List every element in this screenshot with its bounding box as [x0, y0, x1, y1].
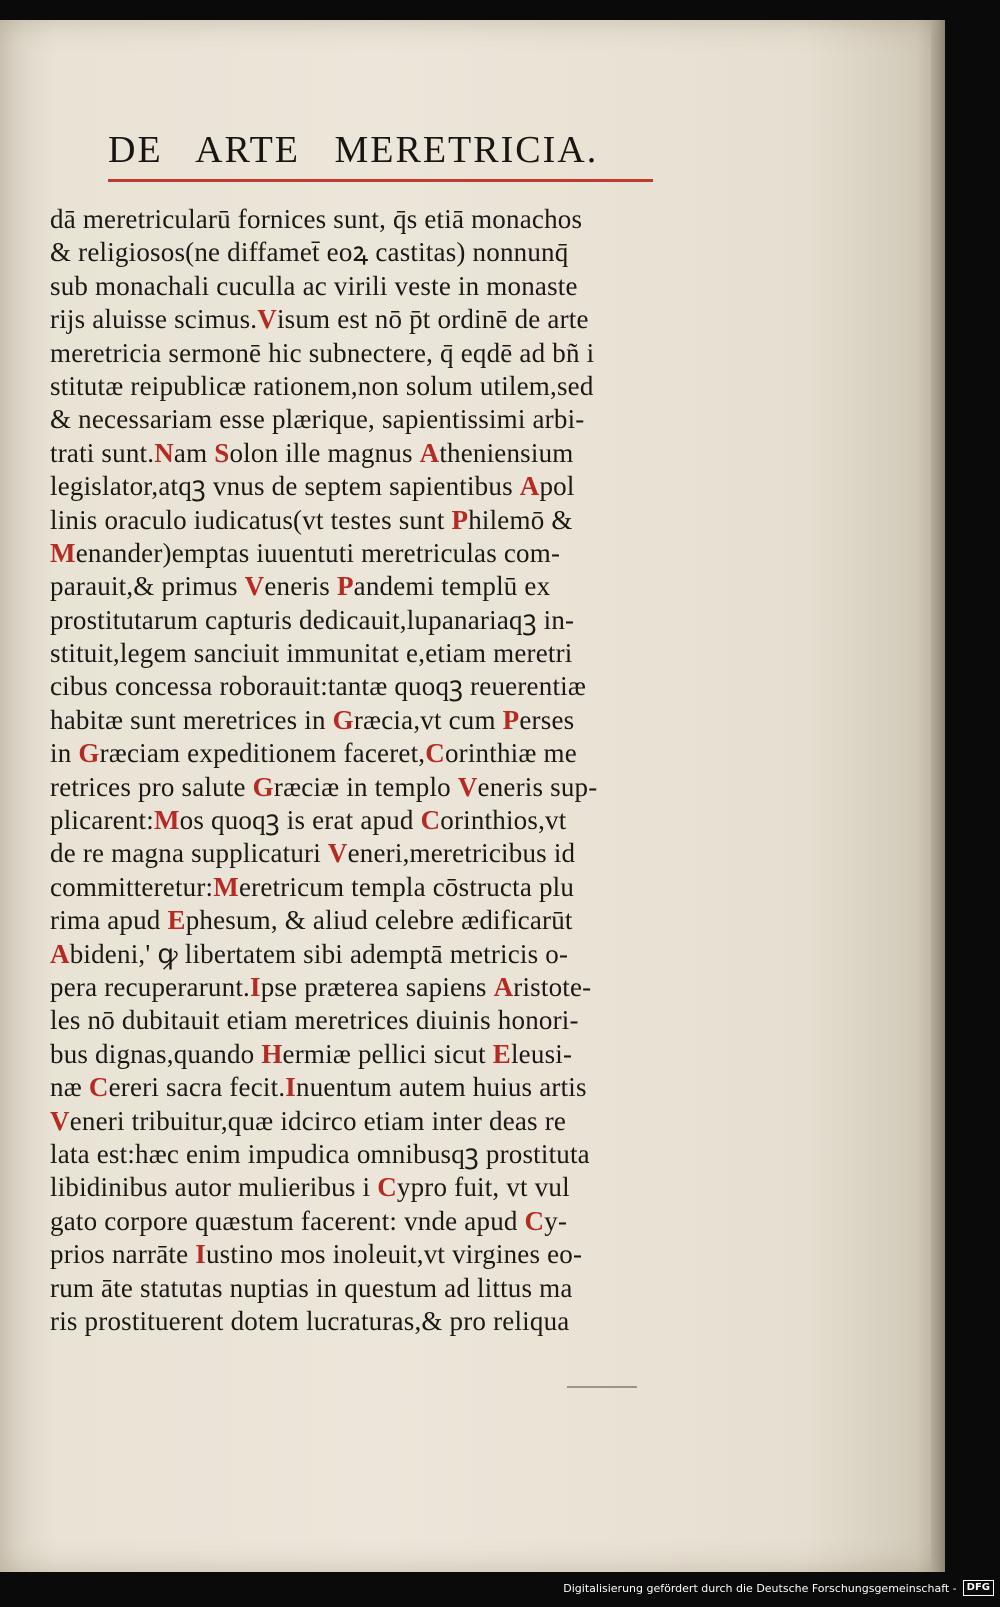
rubricated-initial: C — [524, 1205, 545, 1236]
text-line: linis oraculo iudicatus(vt testes sunt Philemō & — [50, 504, 573, 535]
text-line: meretricia sermonē hic subnectere, q̄ eqdē ad bñ i — [50, 337, 595, 368]
text-line: rima apud Ephesum, & aliud celebre ædificarūt — [50, 905, 573, 936]
rubricated-initial: A — [493, 971, 514, 1002]
text-line: lata est:hæc enim impudica omnibusqꝫ prostituta — [50, 1138, 590, 1169]
rubricated-initial: V — [327, 838, 348, 869]
text-line: bus dignas,quando Hermiæ pellici sicut Eleusi- — [50, 1038, 573, 1069]
header-initial: D — [108, 129, 138, 171]
header-text: E ARTE MERETRICIA. — [137, 129, 599, 171]
rubricated-initial: V — [50, 1105, 70, 1136]
text-line: plicarent:Mos quoqꝫ is erat apud Corinthios,vt — [50, 805, 567, 836]
text-line: & necessariam esse plærique, sapientissimi arbi- — [50, 404, 585, 435]
text-line: habitæ sunt meretrices in Græcia,vt cum Perses — [50, 704, 575, 735]
rubricated-initial: P — [336, 571, 354, 602]
text-line: Veneri tribuitur,quæ idcirco etiam inter deas re — [50, 1105, 567, 1136]
text-line: gato corpore quæstum facerent: vnde apud Cy- — [50, 1205, 568, 1236]
header-red-rule — [108, 179, 653, 182]
rubricated-initial: H — [261, 1038, 283, 1069]
rubricated-initial: I — [249, 971, 261, 1002]
rubricated-initial: A — [419, 437, 440, 468]
text-line: in Græciam expeditionem faceret,Corinthiæ me — [50, 738, 577, 769]
text-line: de re magna supplicaturi Veneri,meretricibus id — [50, 838, 576, 869]
rubricated-initial: G — [252, 771, 274, 802]
rubricated-initial: C — [88, 1072, 109, 1103]
rubricated-initial: V — [244, 571, 265, 602]
rubricated-initial: A — [519, 471, 540, 502]
rubricated-initial: A — [50, 938, 70, 969]
text-line: committeretur:Meretricum templa cōstructa plu — [50, 871, 575, 902]
text-line: pera recuperarunt.Ipse præterea sapiens Aristote- — [50, 971, 592, 1002]
rubricated-initial: G — [78, 738, 100, 769]
page-spine-edge — [931, 20, 945, 1572]
text-line: rum āte statutas nuptias in questum ad littus ma — [50, 1272, 573, 1303]
rubricated-initial: M — [213, 871, 239, 902]
text-line: næ Cereri sacra fecit.Inuentum autem huius artis — [50, 1072, 587, 1103]
text-line: prostitutarum capturis dedicauit,lupanariaqꝫ in- — [50, 604, 575, 635]
rubricated-initial: S — [214, 437, 230, 468]
rubricated-initial: C — [377, 1172, 397, 1203]
digitization-footer — [563, 1579, 994, 1597]
rubricated-initial: C — [420, 805, 441, 836]
text-line: Abideni,' ꝙ libertatem sibi ademptā metricis o- — [50, 938, 569, 969]
text-line: retrices pro salute Græciæ in templo Veneris sup- — [50, 771, 598, 802]
rubricated-initial: M — [50, 537, 76, 568]
text-line: trati sunt.Nam Solon ille magnus Atheniensium — [50, 437, 574, 468]
rubricated-initial: I — [195, 1239, 206, 1270]
rubricated-initial: P — [502, 704, 520, 735]
rubricated-initial: M — [153, 805, 180, 836]
text-line: parauit,& primus Veneris Pandemi templū ex — [50, 571, 551, 602]
rubricated-initial: P — [451, 504, 469, 535]
rubricated-initial: V — [257, 304, 277, 335]
body-text — [50, 203, 740, 1338]
dfg-logo-icon: DFG — [963, 1580, 994, 1596]
text-line: legislator,atqꝫ vnus de septem sapientibus Apol — [50, 471, 575, 502]
rubricated-initial: G — [332, 704, 354, 735]
text-line: libidinibus autor mulieribus i Cypro fuit, vt vul — [50, 1172, 570, 1203]
rubricated-initial: C — [425, 738, 445, 769]
footer-credit: Digitalisierung gefördert durch die Deutsche Forschungsgemeinschaft - — [563, 1581, 957, 1595]
text-line: prios narrāte Iustino mos inoleuit,vt virgines eo- — [50, 1239, 583, 1270]
text-line: dā meretricularū fornices sunt, q̄s etiā monachos — [50, 204, 583, 234]
text-line: & religiosos(ne diffamet̄ eoꝝ castitas) nonnunq̄ — [50, 237, 569, 268]
catchword-mark — [567, 1386, 637, 1388]
text-line: Menander)emptas iuuentuti meretriculas com- — [50, 537, 561, 568]
text-line: les nō dubitauit etiam meretrices diuinis honori- — [50, 1005, 579, 1036]
text-line: ris prostituerent dotem lucraturas,& pro reliqua — [50, 1305, 570, 1336]
text-line: cibus concessa roborauit:tantæ quoqꝫ reuerentiæ — [50, 671, 587, 702]
text-line: stitutæ reipublicæ rationem,non solum utilem,sed — [50, 370, 594, 401]
rubricated-initial: I — [285, 1072, 296, 1103]
text-line: rijs aluisse scimus.Visum est nō p̄t ordinē de arte — [50, 304, 589, 335]
book-page — [0, 20, 945, 1572]
rubricated-initial: N — [154, 437, 174, 468]
rubricated-initial: E — [167, 905, 186, 936]
text-line: stituit,legem sanciuit immunitat e,etiam meretri — [50, 638, 573, 669]
rubricated-initial: E — [492, 1038, 511, 1069]
text-line: sub monachali cuculla ac virili veste in monaste — [50, 270, 578, 301]
rubricated-initial: V — [457, 771, 478, 802]
